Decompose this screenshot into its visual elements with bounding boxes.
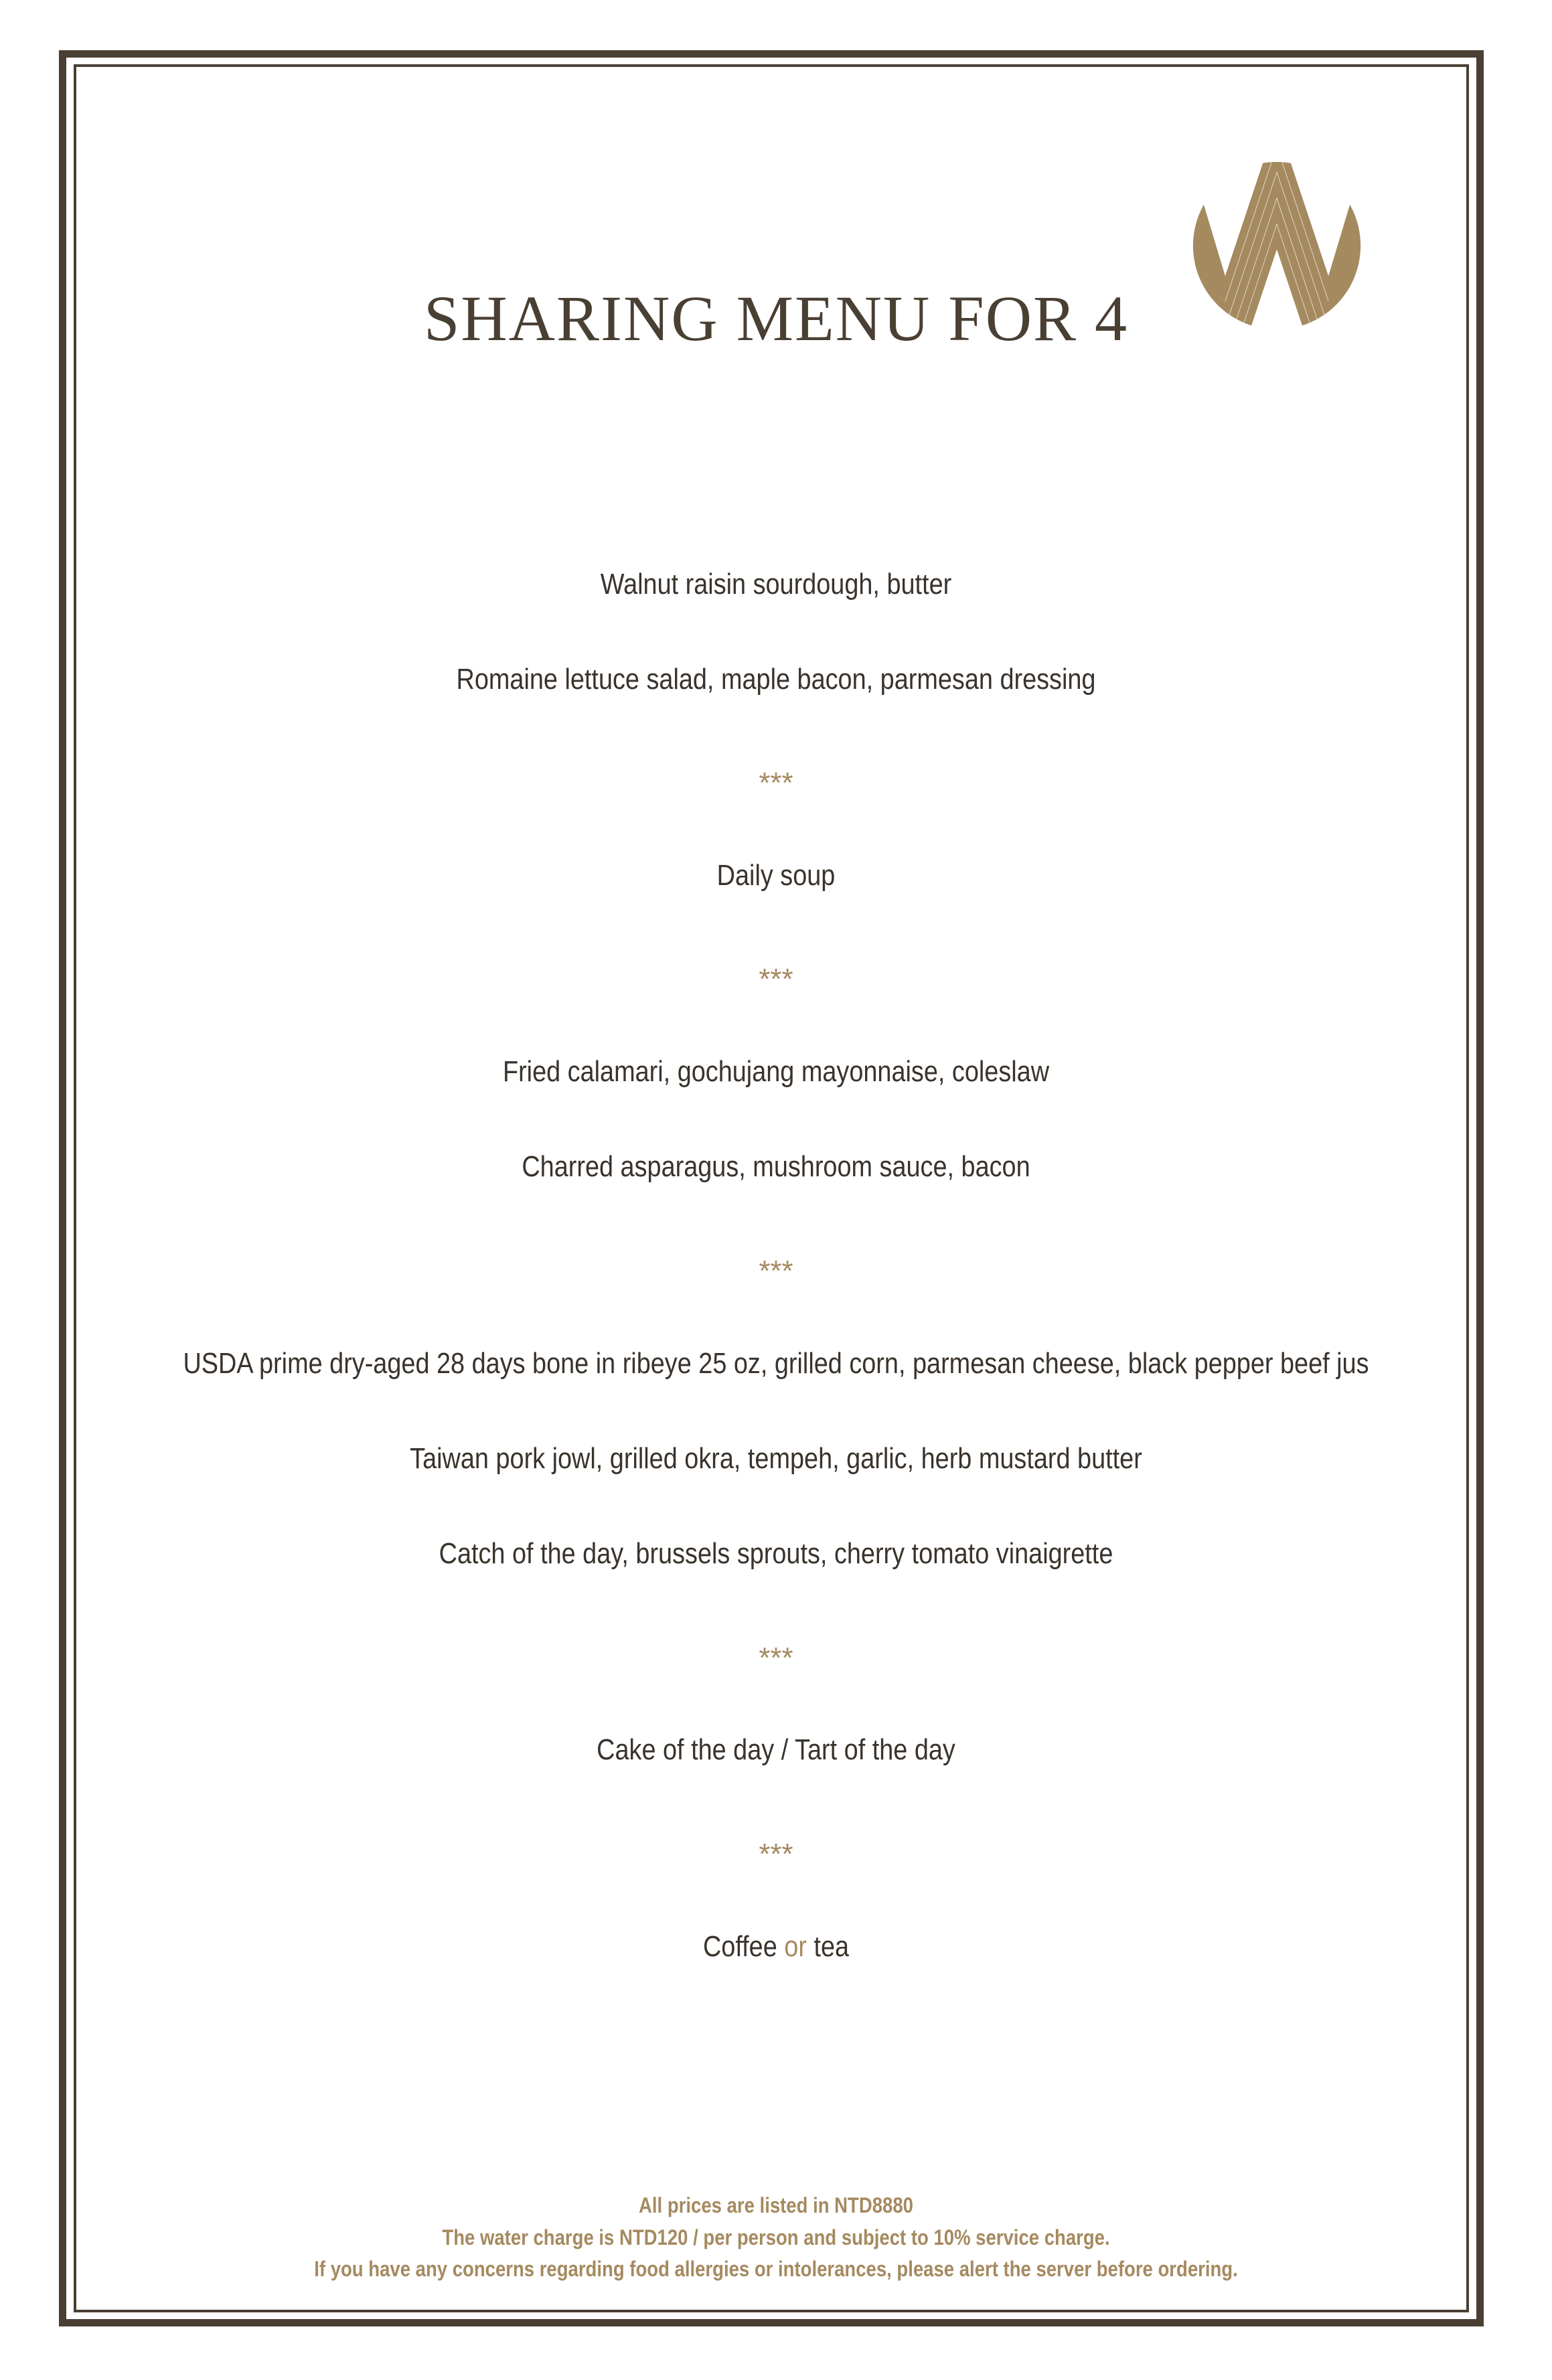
menu-item-calamari: Fried calamari, gochujang mayonnaise, coleslaw xyxy=(502,1055,1050,1088)
inner-border xyxy=(74,64,1469,2312)
course-separator: *** xyxy=(759,767,793,799)
course-separator: *** xyxy=(759,1255,793,1287)
menu-item-drink xyxy=(108,1932,1443,1962)
drink-or: or xyxy=(784,1930,807,1963)
menu-item-bread: Walnut raisin sourdough, butter xyxy=(600,568,952,601)
menu-item-pork: Taiwan pork jowl, grilled okra, tempeh, garlic, herb mustard butter xyxy=(410,1442,1142,1475)
menu-item-asparagus: Charred asparagus, mushroom sauce, bacon xyxy=(522,1150,1030,1183)
menu-item-fish: Catch of the day, brussels sprouts, cherry tomato vinaigrette xyxy=(439,1537,1113,1570)
menu-item-salad: Romaine lettuce salad, maple bacon, parmesan dressing xyxy=(456,663,1096,696)
menu-item-soup: Daily soup xyxy=(716,859,836,892)
course-separator: *** xyxy=(759,963,793,996)
footer-price-note: All prices are listed in NTD8880 xyxy=(639,2193,913,2217)
footer-water-charge-note: The water charge is NTD120 / per person and subject to 10% service charge. xyxy=(442,2225,1110,2249)
drink-coffee: Coffee xyxy=(702,1930,777,1963)
menu-item-dessert: Cake of the day / Tart of the day xyxy=(597,1733,955,1766)
course-separator: *** xyxy=(759,1838,793,1871)
menu-item-ribeye: USDA prime dry-aged 28 days bone in ribeye 25 oz, grilled corn, parmesan cheese, black pepper beef jus xyxy=(183,1347,1369,1380)
course-separator: *** xyxy=(759,1642,793,1674)
page-title: SHARING MENU FOR 4 xyxy=(423,283,1129,354)
drink-tea: tea xyxy=(813,1930,850,1963)
footer-allergy-note: If you have any concerns regarding food allergies or intolerances, please alert the server before ordering. xyxy=(314,2257,1238,2281)
